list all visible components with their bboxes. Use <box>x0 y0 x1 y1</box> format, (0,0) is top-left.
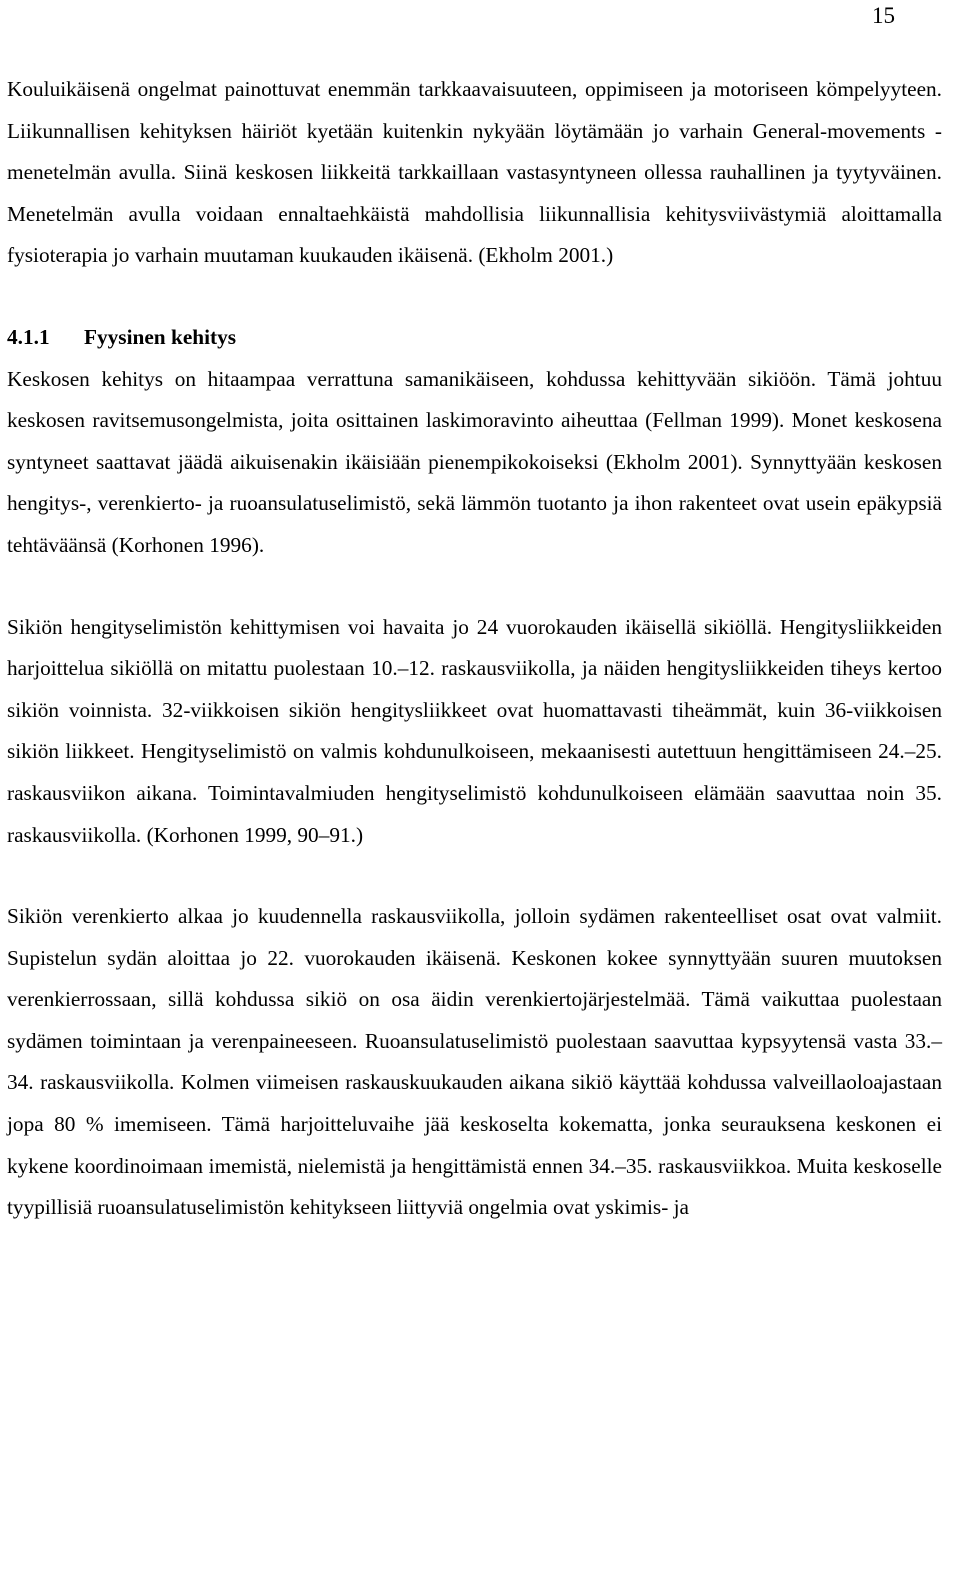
page-content <box>7 69 942 1229</box>
paragraph-physical-development: Keskosen kehitys on hitaampaa verrattuna samanikäiseen, kohdussa kehittyvään sikiöön. Tämä johtuu keskosen ravitsemusongelmista, joita osittainen laskimoravinto aiheuttaa (Fellman 1999). Monet keskosena syntyneet saattavat jäädä aikuisenakin ikäisiään pienempikokoiseksi (Ekholm 2001). Synnyttyään keskosen hengitys-, verenkierto- ja ruoansulatuselimistö, sekä lämmön tuotanto ja ihon rakenteet ovat usein epäkypsiä tehtäväänsä (Korhonen 1996). <box>7 366 942 557</box>
section-heading <box>7 317 942 359</box>
spacer <box>7 567 942 607</box>
paragraph-school-age: Kouluikäisenä ongelmat painottuvat enemmän tarkkaavaisuuteen, oppimiseen ja motoriseen kömpelyyteen. Liikunnallisen kehityksen häiriöt kyetään kuitenkin nykyään löytämään jo varhain General-movements -menetelmän avulla. Siinä keskosen liikkeitä tarkkaillaan vastasyntyneen ollessa rauhallinen ja tyytyväinen. Menetelmän avulla voidaan ennaltaehkäistä mahdollisia liikunnallisia kehitysviivästymiä aloittamalla fysioterapia jo varhain muutaman kuukauden ikäisenä. (Ekholm 2001.) <box>7 77 942 268</box>
page-number: 15 <box>872 3 895 28</box>
spacer <box>7 277 942 317</box>
paragraph-respiratory-system: Sikiön hengityselimistön kehittymisen voi havaita jo 24 vuorokauden ikäisellä sikiöllä. Hengitysliikkeiden harjoittelua sikiöllä on mitattu puolestaan 10.–12. raskausviikolla, ja näiden hengitysliikkeiden tiheys kertoo sikiön voinnista. 32-viikkoisen sikiön hengitysliikkeet ovat huomattavasti tiheämmät, kuin 36-viikkoisen sikiön liikkeet. Hengityselimistö on valmis kohdunulkoiseen, mekaanisesti autettuun hengittämiseen 24.–25. raskausviikon aikana. Toimintavalmiuden hengityselimistö kohdunulkoiseen elämään saavuttaa noin 35. raskausviikolla. (Korhonen 1999, 90–91.) <box>7 614 942 847</box>
section-number: 4.1.1 <box>7 324 50 349</box>
paragraph-circulation: Sikiön verenkierto alkaa jo kuudennella raskausviikolla, jolloin sydämen rakenteelliset osat ovat valmiit. Supistelun sydän aloittaa jo 22. vuorokauden ikäisenä. Keskonen kokee synnyttyään suuren muutoksen verenkierrossaan, sillä kohdussa sikiö on osa äidin verenkiertojärjestelmää. Tämä vaikuttaa puolestaan sydämen toimintaan ja verenpaineeseen. Ruoansulatuselimistö puolestaan saavuttaa kypsyytensä vasta 33.–34. raskausviikolla. Kolmen viimeisen raskauskuukauden aikana sikiö käyttää kohdussa valveillaoloajastaan jopa 80 % imemiseen. Tämä harjoitteluvaihe jää keskoselta kokematta, jonka seurauksena keskonen ei kykene koordinoimaan imemistä, nielemistä ja hengittämistä ennen 34.–35. raskausviikkoa. Muita keskoselle tyypillisiä ruoansulatuselimistön kehitykseen liittyviä ongelmia ovat yskimis- ja <box>7 904 942 1220</box>
spacer <box>7 856 942 896</box>
section-title: Fyysinen kehitys <box>84 324 237 349</box>
